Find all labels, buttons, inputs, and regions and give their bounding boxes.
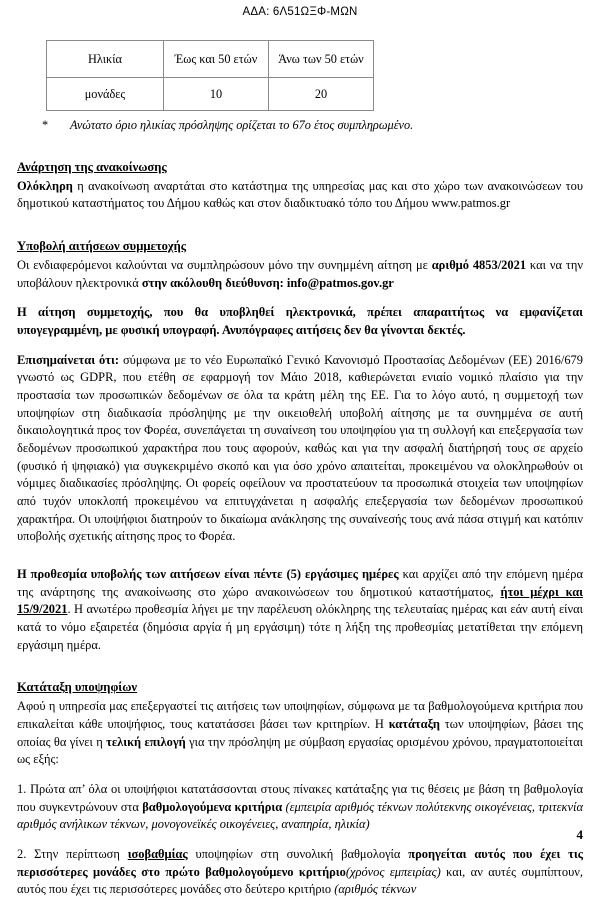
ranking-item2-italic1: (χρόνος εμπειρίας) bbox=[345, 864, 441, 879]
submission-part1: Οι ενδιαφερόμενοι καλούνται να συμπληρώσουν μόνο την συνημμένη αίτηση με bbox=[17, 257, 432, 272]
ranking-item2-part2: υποψηφίων στη συνολική βαθμολογία bbox=[187, 847, 409, 862]
ranking-item2-number: 2. bbox=[17, 847, 27, 862]
paragraph-deadline bbox=[17, 566, 583, 654]
submission-signature-note: Η αίτηση συμμετοχής, που θα υποβληθεί ηλεκτρονικά, πρέπει απαραιτήτως να εμφανίζεται υπογεγραμμένη, με φυσική υπογραφή. Ανυπόγραφες αιτήσεις δεν θα γίνονται δεκτές. bbox=[17, 305, 583, 337]
table-header-cell-over50: Άνω των 50 ετών bbox=[269, 41, 374, 78]
ranking-intro-part2: των υποψηφίων, βάσει της οποίας θα γίνει η bbox=[17, 717, 583, 749]
paragraph-submission-2 bbox=[17, 304, 583, 339]
ranking-intro-bold2: τελική επιλογή bbox=[106, 734, 186, 749]
table-row bbox=[47, 78, 374, 111]
section-heading-ranking: Κατάταξη υποψηφίων bbox=[17, 680, 138, 695]
ranking-item1-bold1: βαθμολογούμενα κριτήρια bbox=[142, 799, 283, 814]
posting-body-text: η ανακοίνωση αναρτάται στο κατάστημα της υπηρεσίας μας και στο χώρο των ανακοινώσεων του δημοτικού καταστήματος του Δήμου καθώς και στον διαδικτυακό τόπο του Δήμου bbox=[17, 178, 583, 211]
table-footnote bbox=[42, 117, 583, 134]
table-cell-units-upto50: 10 bbox=[164, 78, 269, 111]
ada-header: ΑΔΑ: 6Λ51ΩΞΦ-ΜΩΝ bbox=[242, 6, 358, 18]
age-criteria-table bbox=[46, 40, 374, 111]
footnote-marker: * bbox=[42, 118, 49, 132]
document-content bbox=[17, 30, 583, 902]
ranking-intro-bold1: κατάταξη bbox=[388, 717, 440, 732]
section-heading-posting: Ανάρτηση της ανακοίνωσης bbox=[17, 159, 167, 174]
table-header-cell-age: Ηλικία bbox=[47, 41, 164, 78]
deadline-part2: . Η ανωτέρω προθεσμία λήγει με την παρέλευση ολόκληρης της τελευταίας ημέρας και εάν αυτή είναι κατά το νόμο εξαιρετέα (δημόσια αργία ή μη εργάσιμη) τότε η λήξη της προθεσμίας μετατίθεται την επόμενη εργάσιμη ημέρα. bbox=[17, 602, 583, 652]
ranking-item2-bold1: προηγείται αυτός που έχει τις περισσότερες μονάδες στο πρώτο βαθμολογούμενο κριτήριο bbox=[17, 847, 583, 879]
section-ranking-heading-wrap bbox=[17, 678, 583, 696]
ranking-intro-part1: Αφού η υπηρεσία μας επεξεργαστεί τις αιτήσεις των υποψηφίων, σύμφωνα με τα βαθμολογούμενα κριτήρια που επικαλείται κάθε υποψήφιος, τους κατατάσσει βάσει των κριτηρίων. Η bbox=[17, 699, 583, 732]
deadline-bold-lead: Η προθεσμία υποβολής των αιτήσεων είναι πέντε (5) εργάσιμες ημέρες bbox=[17, 567, 399, 582]
ranking-item1-part1: Πρώτα απ’ όλα οι υποψήφιοι κατατάσσονται στους πίνακες κατάταξης για τις θέσεις με βάση τη βαθμολογία που συγκεντρώνουν στα bbox=[17, 782, 583, 814]
submission-application-number: αριθμό 4853/2021 bbox=[431, 257, 527, 272]
paragraph-gdpr bbox=[17, 352, 583, 546]
table-cell-units-label: μονάδες bbox=[47, 78, 164, 111]
ranking-intro-part3: για την πρόσληψη με σύμβαση εργασίας ορισμένου χρόνου, πραγματοποιείται ως εξής: bbox=[17, 734, 583, 767]
ranking-item2-part3: και, αν αυτές συμπίπτουν, αυτός που έχει τις περισσότερες μονάδες στο δεύτερο κριτήριο bbox=[17, 864, 583, 897]
ranking-item1-italic1: (εμπειρία αριθμός τέκνων πολύτεκνης οικογένειας, τριτεκνία αριθμός ανήλικων τέκνων, μονογονεϊκές οικογένειες, αναπηρία, ηλικία) bbox=[17, 799, 583, 832]
deadline-part1: και αρχίζει από την επόμενη ημέρα της ανάρτησης της ανακοίνωσης στο χώρο ανακοινώσεων του δημοτικού καταστήματος, bbox=[17, 567, 584, 599]
table-header-cell-upto50: Έως και 50 ετών bbox=[164, 41, 269, 78]
posting-lead-bold: Ολόκληρη bbox=[17, 178, 73, 193]
submission-part2: και να την υποβάλουν ηλεκτρονικά bbox=[17, 257, 583, 290]
page-number: 4 bbox=[576, 827, 583, 842]
list-item-ranking-1 bbox=[17, 781, 583, 834]
ranking-item2-tie-emphasis: ισοβαθμίας bbox=[127, 847, 188, 862]
submission-email-address: στην ακόλουθη διεύθυνση: info@patmos.gov.gr bbox=[141, 275, 394, 290]
paragraph-posting bbox=[17, 178, 583, 213]
ranking-item2-italic2: (αριθμός τέκνων bbox=[334, 882, 417, 897]
gdpr-body-text: σύμφωνα με το νέο Ευρωπαϊκό Γενικό Κανονισμό Προστασίας Δεδομένων (ΕΕ) 2016/679 γνωστό ως GDPR, που ετέθη σε εφαρμογή τον Μάιο 2018, καθιερώνεται ενιαίο νομικό πλαίσιο για την προστασία των προσωπικών δεδομένων σε όλα τα κράτη μέλη της ΕΕ. Για το λόγο αυτό, η συμμετοχή των υποψηφίων στη διαδικασία πρόσληψης με την οικειοθελή υποβολή αίτησης με τα συνημμένα σε αυτή δικαιολογητικά προς τον Φορέα, συνεπάγεται τη συναίνεση του υποψηφίου για τη συλλογή και επεξεργασία των δεδομένων προσωπικού χαρακτήρα που τους αφορούν, καθώς και για την ασφαλή διατήρησή τους σε αρχείο (φυσικό ή ψηφιακό) για συγκεκριμένο σκοπό και για όσο χρόνο απαιτείται, προκειμένου να ολοκληρωθούν οι νόμιμες διαδικασίες πρόσληψης. Οι φορείς οφείλουν να προστατεύουν τα προσωπικά στοιχεία των υποψηφίων από τυχόν υποκλοπή προκειμένου να επιτυγχάνεται η ασφαλής επεξεργασία των δεδομένων προσωπικού χαρακτήρα. Οι υποψήφιοι διατηρούν το δικαίωμα ανάκλησης της συναίνεσής τους ανά πάσα στιγμή και κατόπιν υποβολής σχετικής αίτησης προς το Φορέα. bbox=[17, 352, 583, 544]
list-item-ranking-2 bbox=[17, 846, 583, 899]
ranking-item1-number: 1. bbox=[17, 782, 27, 797]
section-submission-heading-wrap bbox=[17, 237, 583, 255]
section-posting-heading-wrap bbox=[17, 158, 583, 176]
paragraph-ranking-intro bbox=[17, 698, 583, 769]
table-cell-units-over50: 20 bbox=[269, 78, 374, 111]
deadline-date-emphasis: ήτοι μέχρι και 15/9/2021 bbox=[17, 584, 583, 617]
gdpr-lead-bold: Επισημαίνεται ότι: bbox=[17, 352, 119, 367]
table-row bbox=[47, 41, 374, 78]
section-heading-submission: Υποβολή αιτήσεων συμμετοχής bbox=[17, 238, 187, 253]
ranking-item2-part1: Στην περίπτωση bbox=[26, 847, 128, 862]
posting-website: www.patmos.gr bbox=[431, 196, 511, 211]
footnote-text: Ανώτατο όριο ηλικίας πρόσληψης ορίζεται το 67ο έτος συμπληρωμένο. bbox=[70, 118, 414, 132]
paragraph-submission-1 bbox=[17, 257, 583, 292]
